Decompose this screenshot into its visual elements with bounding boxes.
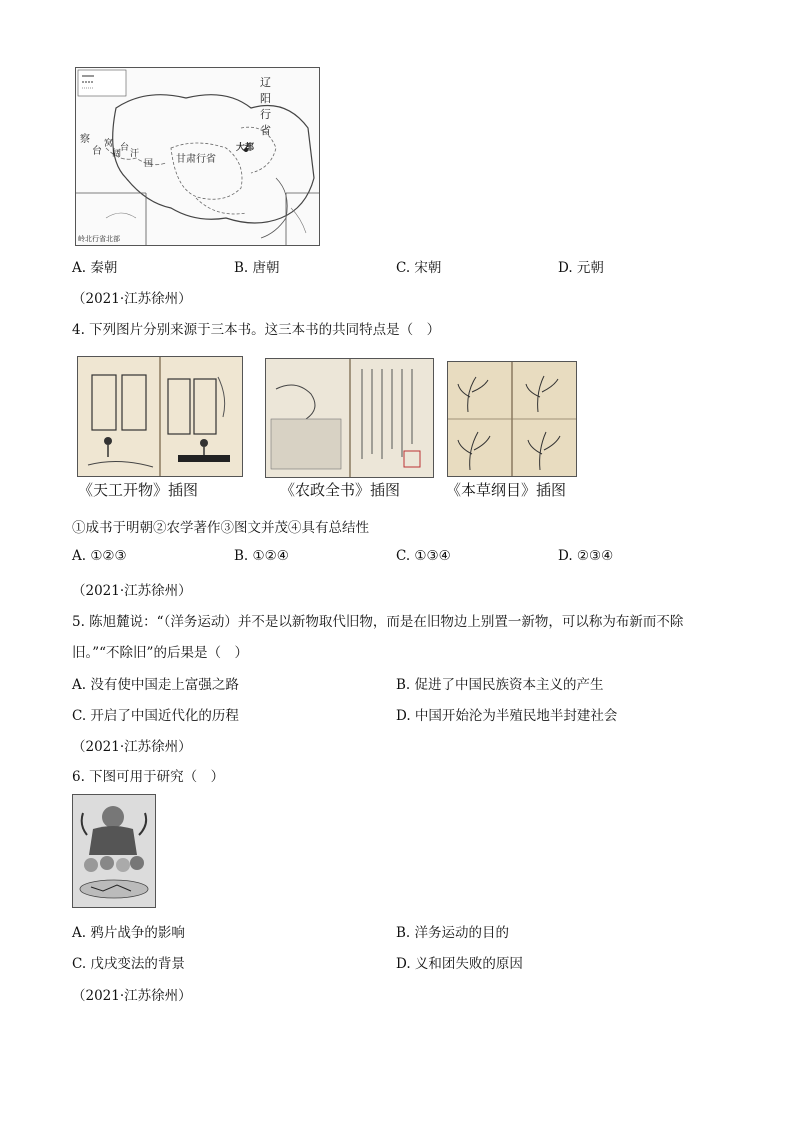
- caption-nongzheng: 《农政全书》插图: [280, 481, 401, 499]
- q5-option-c[interactable]: C. 开启了中国近代化的历程: [72, 708, 239, 724]
- map-label-gansu: 甘肃行省: [176, 154, 216, 165]
- q5-source: （2021·江苏徐州）: [72, 739, 192, 755]
- q3-option-b[interactable]: B. 唐朝: [234, 260, 280, 276]
- map-label-tai2: 台: [120, 143, 130, 153]
- cartoon-drawing: [73, 795, 155, 907]
- bencao-gangmu-illustration: [447, 361, 577, 477]
- q6-stem: 6. 下图可用于研究（ ）: [72, 769, 225, 785]
- q4-option-a[interactable]: A. ①②③: [72, 548, 127, 564]
- q3-option-d[interactable]: D. 元朝: [558, 260, 604, 276]
- nongzheng-quanshu-illustration: [265, 358, 434, 478]
- map-label-dadu: 大都: [236, 143, 255, 153]
- nongzheng-drawing: [266, 359, 433, 477]
- map-label-liao: 辽: [260, 76, 271, 89]
- q6-source: （2021·江苏徐州）: [72, 988, 192, 1004]
- cartoon-illustration: [72, 794, 156, 908]
- q6-option-a[interactable]: A. 鸦片战争的影响: [72, 925, 185, 941]
- caption-tiangong: 《天工开物》插图: [78, 481, 199, 499]
- q3-option-a[interactable]: A. 秦朝: [72, 260, 118, 276]
- q4-stem: 4. 下列图片分别来源于三本书。这三本书的共同特点是（ ）: [72, 322, 441, 338]
- q5-stem-line1: 5. 陈旭麓说：“（洋务运动）并不是以新物取代旧物，而是在旧物边上别置一新物，可以称为布新而不除: [72, 614, 684, 630]
- q6-option-d[interactable]: D. 义和团失败的原因: [396, 956, 523, 972]
- map-label-wo: 窝: [104, 139, 114, 149]
- yuan-map-figure: [75, 67, 320, 246]
- q4-option-c[interactable]: C. ①③④: [396, 548, 451, 564]
- map-label-xing: 行: [260, 108, 271, 121]
- q5-option-a[interactable]: A. 没有使中国走上富强之路: [72, 677, 239, 693]
- tiangong-drawing: [78, 357, 242, 476]
- map-label-cha: 察: [80, 134, 90, 145]
- q5-stem-line2: 旧。”“不除旧”的后果是（ ）: [72, 645, 248, 661]
- q5-option-b[interactable]: B. 促进了中国民族资本主义的产生: [396, 677, 604, 693]
- q6-option-c[interactable]: C. 戊戌变法的背景: [72, 956, 185, 972]
- q3-option-c[interactable]: C. 宋朝: [396, 260, 442, 276]
- map-label-guo: 国: [144, 159, 154, 169]
- q4-option-b[interactable]: B. ①②④: [234, 548, 289, 564]
- caption-bencao: 《本草纲目》插图: [446, 481, 567, 499]
- q4-option-d[interactable]: D. ②③④: [558, 548, 614, 564]
- map-inset-label: 岭北行省北部: [78, 235, 120, 243]
- bencao-drawing: [448, 362, 576, 476]
- q4-statements: ①成书于明朝②农学著作③图文并茂④具有总结性: [72, 520, 369, 536]
- map-label-yang: 阳: [260, 92, 271, 105]
- q3-source: （2021·江苏徐州）: [72, 291, 192, 307]
- tiangong-kaiwu-illustration: [77, 356, 243, 477]
- q5-option-d[interactable]: D. 中国开始沦为半殖民地半封建社会: [396, 708, 618, 724]
- map-label-han: 汗: [130, 149, 140, 159]
- map-label-tai: 台: [92, 146, 102, 157]
- map-label-kuo: 阔: [112, 149, 122, 159]
- q4-source: （2021·江苏徐州）: [72, 583, 192, 599]
- map-label-sheng: 省: [260, 124, 271, 137]
- q6-option-b[interactable]: B. 洋务运动的目的: [396, 925, 510, 941]
